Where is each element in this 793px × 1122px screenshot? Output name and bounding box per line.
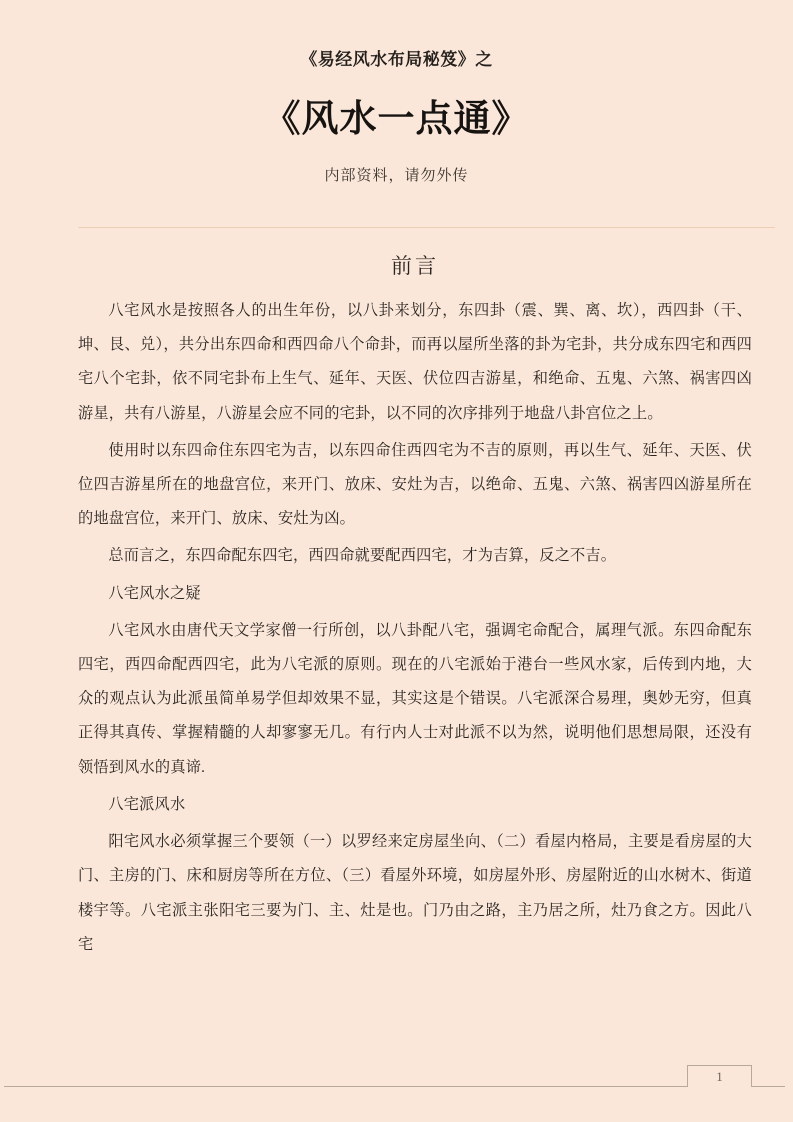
preface-heading: 前言	[391, 254, 439, 279]
document-title: 《风水一点通》	[263, 96, 530, 140]
header-divider	[78, 227, 775, 228]
section-paragraph: 阳宅风水必须掌握三个要领（一）以罗经来定房屋坐向、（二）看屋内格局，主要是看房屋的大门、主房的门、床和厨房等所在方位、（三）看屋外环境，如房屋外形、房屋附近的山水树木、街道楼宇等。八宅派主张阳宅三要为门、主、灶是也。门乃由之路，主乃居之所，灶乃食之方。因此八宅	[78, 833, 752, 953]
document-subtitle: 内部资料，请勿外传	[324, 168, 469, 185]
preface-paragraph: 总而言之，东四命配东四宅，西四命就要配西四宅，才为吉算，反之不吉。	[108, 547, 617, 565]
page-footer	[0, 1063, 793, 1087]
section-heading-ba-zhai-pai-feng-shui: 八宅派风水	[108, 795, 186, 813]
title-block	[0, 0, 793, 185]
preface-paragraph: 八宅风水是按照各人的出生年份，以八卦来划分，东四卦（震、巽、离、坎），西四卦（干、坤、艮、兑），共分出东四命和西四命八个命卦，而再以屋所坐落的卦为宅卦，共分成东四宅和西四宅八个宅卦，依不同宅卦布上生气、延年、天医、伏位四吉游星，和绝命、五鬼、六煞、祸害四凶游星，共有八游星，八游星会应不同的宅卦，以不同的次序排列于地盘八卦宫位之上。	[78, 302, 752, 422]
header-divider-wrap	[0, 227, 793, 228]
preface-paragraph: 使用时以东四命住东四宅为吉，以东四命住西四宅为不吉的原则，再以生气、延年、天医、伏位四吉游星所在的地盘宫位，来开门、放床、安灶为吉，以绝命、五鬼、六煞、祸害四凶游星所在的地盘宫位，来开门、放床、安灶为凶。	[78, 441, 752, 528]
document-supertitle: 《易经风水布局秘笈》之	[300, 50, 493, 69]
section-paragraph: 八宅风水由唐代天文学家僧一行所创，以八卦配八宅，强调宅命配合，属理气派。东四命配东四宅，西四命配西四宅，此为八宅派的原则。现在的八宅派始于港台一些风水家，后传到内地，大众的观点认为此派虽简单易学但却效果不显，其实这是个错误。八宅派深合易理，奥妙无穷，但真正得其真传、掌握精髓的人却寥寥无几。有行内人士对此派不以为然，说明他们思想局限，还没有领悟到风水的真谛.	[78, 621, 752, 776]
page-number: 1	[687, 1065, 752, 1087]
footer-rule	[4, 1086, 785, 1087]
section-heading-ba-zhai-feng-shui-zhi-yi: 八宅风水之疑	[108, 584, 201, 602]
document-body	[0, 250, 793, 962]
